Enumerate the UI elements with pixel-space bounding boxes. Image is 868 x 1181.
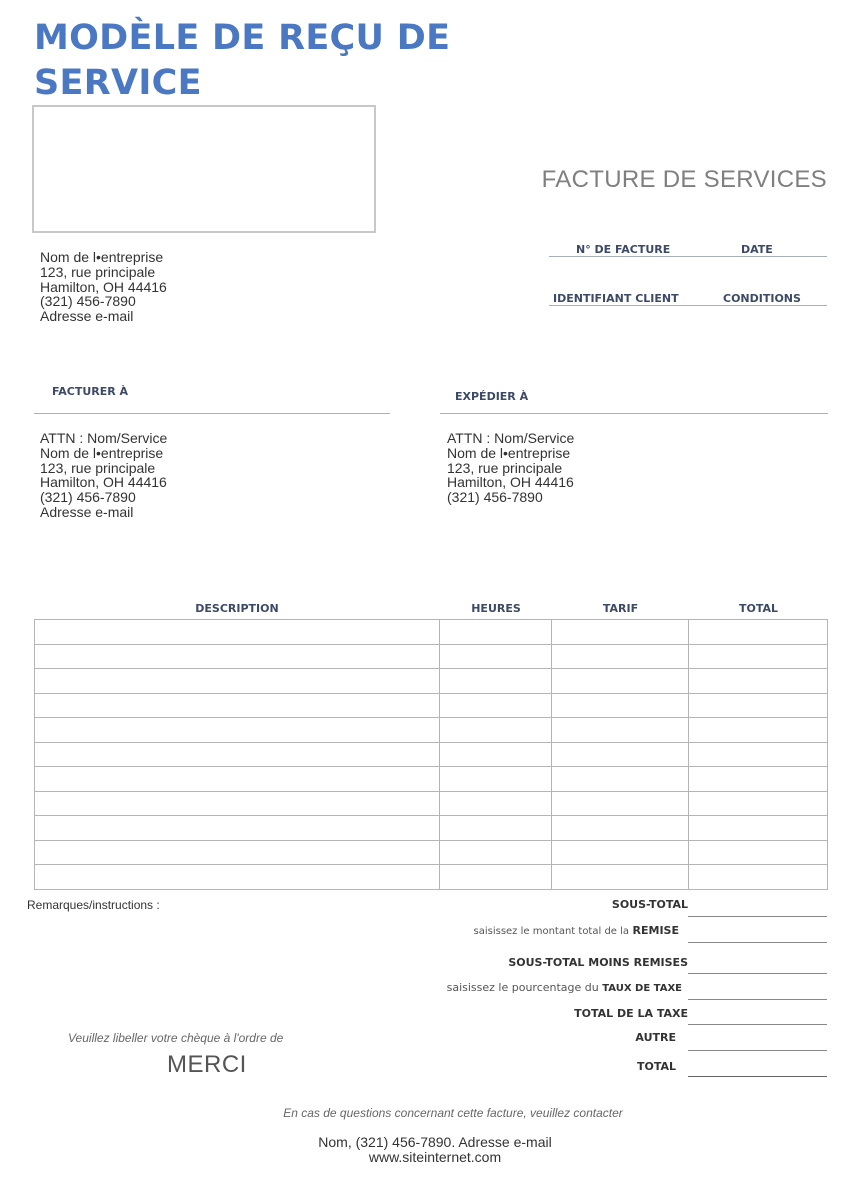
cheque-note: Veuillez libeller votre chèque à l'ordre de (68, 1031, 284, 1045)
total-label (637, 1060, 676, 1073)
table-row (35, 620, 828, 645)
table-row (35, 644, 828, 669)
tax-rate-text: TAUX DE TAXE (602, 983, 682, 994)
hours-cell[interactable] (440, 644, 552, 669)
ship-to-rule (440, 413, 828, 414)
subtotal-less-text: SOUS-TOTAL MOINS REMISES (508, 956, 688, 969)
ship-to-city: Hamilton, OH 44416 (447, 474, 574, 491)
hours-cell[interactable] (440, 620, 552, 645)
description-cell[interactable] (35, 693, 440, 718)
company-city: Hamilton, OH 44416 (40, 278, 167, 295)
hours-cell[interactable] (440, 669, 552, 694)
bill-to-email: Adresse e-mail (40, 503, 134, 520)
total-cell[interactable] (689, 742, 828, 767)
rate-cell[interactable] (552, 865, 689, 890)
company-email: Adresse e-mail (40, 308, 134, 325)
total-value-line[interactable] (688, 1076, 827, 1077)
client-id-label: IDENTIFIANT CLIENT (553, 292, 679, 305)
rate-cell[interactable] (552, 644, 689, 669)
description-cell[interactable] (35, 840, 440, 865)
total-cell[interactable] (689, 840, 828, 865)
col-header-rate: TARIF (602, 602, 639, 615)
table-row (35, 693, 828, 718)
company-info (40, 250, 167, 324)
hours-cell[interactable] (440, 865, 552, 890)
subtotal-value-line[interactable] (688, 916, 827, 917)
description-cell[interactable] (35, 865, 440, 890)
table-row (35, 840, 828, 865)
meta-rule-2 (549, 305, 827, 306)
tax-rate-label (447, 981, 682, 994)
rate-cell[interactable] (552, 669, 689, 694)
description-cell[interactable] (35, 742, 440, 767)
hours-cell[interactable] (440, 693, 552, 718)
other-text: AUTRE (635, 1031, 676, 1044)
contact-line-1: Nom, (321) 456-7890. Adresse e-mail (318, 1134, 552, 1150)
discount-text: REMISE (632, 924, 679, 937)
line-items-table (34, 619, 828, 890)
subtotal-less-value-line[interactable] (688, 973, 827, 974)
bill-to-city: Hamilton, OH 44416 (40, 474, 167, 491)
hours-cell[interactable] (440, 791, 552, 816)
total-cell[interactable] (689, 865, 828, 890)
ship-to-address: 123, rue principale (447, 459, 563, 476)
bill-to-address: 123, rue principale (40, 459, 156, 476)
rate-cell[interactable] (552, 742, 689, 767)
tax-rate-value-line[interactable] (688, 999, 827, 1000)
rate-cell[interactable] (552, 718, 689, 743)
invoice-title: FACTURE DE SERVICES (541, 166, 827, 193)
total-text: TOTAL (636, 1060, 676, 1073)
logo-placeholder (32, 105, 376, 233)
bill-to-name: Nom de l•entreprise (40, 444, 164, 461)
terms-label: CONDITIONS (723, 292, 801, 305)
table-row (35, 816, 828, 841)
subtotal-label (612, 898, 688, 911)
total-cell[interactable] (689, 718, 828, 743)
total-cell[interactable] (689, 816, 828, 841)
page-title (34, 16, 454, 106)
description-cell[interactable] (35, 767, 440, 792)
description-cell[interactable] (35, 791, 440, 816)
description-cell[interactable] (35, 718, 440, 743)
description-cell[interactable] (35, 644, 440, 669)
other-label (635, 1031, 676, 1044)
bill-to-label: FACTURER À (52, 385, 129, 398)
thank-you: MERCI (167, 1051, 247, 1078)
total-cell[interactable] (689, 620, 828, 645)
ship-to-info (447, 431, 574, 505)
bill-to-info (40, 431, 167, 520)
ship-to-name: Nom de l•entreprise (447, 444, 571, 461)
description-cell[interactable] (35, 620, 440, 645)
rate-cell[interactable] (552, 767, 689, 792)
table-row (35, 865, 828, 890)
subtotal-less-label (508, 956, 688, 969)
title-line-1: MODÈLE DE REÇU DE (34, 18, 451, 58)
tax-rate-hint: saisissez le pourcentage du (446, 981, 599, 994)
bill-to-attn: ATTN : Nom/Service (40, 430, 168, 446)
total-cell[interactable] (689, 693, 828, 718)
hours-cell[interactable] (440, 742, 552, 767)
col-header-total: TOTAL (738, 602, 779, 615)
rate-cell[interactable] (552, 693, 689, 718)
notes-label: Remarques/instructions : (27, 898, 160, 912)
description-cell[interactable] (35, 816, 440, 841)
rate-cell[interactable] (552, 816, 689, 841)
table-row (35, 742, 828, 767)
total-tax-label (574, 1007, 688, 1020)
ship-to-phone: (321) 456-7890 (447, 489, 543, 506)
table-row (35, 791, 828, 816)
questions-note: En cas de questions concernant cette facture, veuillez contacter (283, 1106, 623, 1120)
hours-cell[interactable] (440, 816, 552, 841)
ship-to-label: EXPÉDIER À (455, 390, 529, 403)
title-line-2: SERVICE (34, 63, 202, 103)
discount-hint: saisissez le montant total de la (473, 926, 630, 937)
hours-cell[interactable] (440, 840, 552, 865)
date-label: DATE (741, 243, 773, 256)
hours-cell[interactable] (440, 718, 552, 743)
table-row (35, 767, 828, 792)
company-address: 123, rue principale (40, 263, 156, 280)
table-row (35, 669, 828, 694)
col-header-hours: HEURES (471, 602, 521, 615)
footer-contact (0, 1135, 868, 1165)
other-value-line[interactable] (688, 1050, 827, 1051)
description-cell[interactable] (35, 669, 440, 694)
ship-to-attn: ATTN : Nom/Service (447, 430, 575, 446)
total-tax-value-line[interactable] (688, 1024, 827, 1025)
total-cell[interactable] (689, 669, 828, 694)
table-row (35, 718, 828, 743)
hours-cell[interactable] (440, 767, 552, 792)
subtotal-text: SOUS-TOTAL (611, 898, 688, 911)
bill-to-rule (34, 413, 390, 414)
discount-value-line[interactable] (688, 942, 827, 943)
company-name: Nom de l•entreprise (40, 249, 164, 265)
total-cell[interactable] (689, 791, 828, 816)
rate-cell[interactable] (552, 791, 689, 816)
invoice-number-label: N° DE FACTURE (576, 243, 671, 256)
total-cell[interactable] (689, 767, 828, 792)
meta-rule-1 (549, 256, 827, 257)
col-header-description: DESCRIPTION (195, 602, 279, 615)
rate-cell[interactable] (552, 840, 689, 865)
company-phone: (321) 456-7890 (40, 293, 136, 310)
total-tax-text: TOTAL DE LA TAXE (574, 1007, 688, 1020)
total-cell[interactable] (689, 644, 828, 669)
discount-label (474, 924, 680, 937)
rate-cell[interactable] (552, 620, 689, 645)
contact-website: www.siteinternet.com (368, 1149, 502, 1165)
bill-to-phone: (321) 456-7890 (40, 489, 136, 506)
